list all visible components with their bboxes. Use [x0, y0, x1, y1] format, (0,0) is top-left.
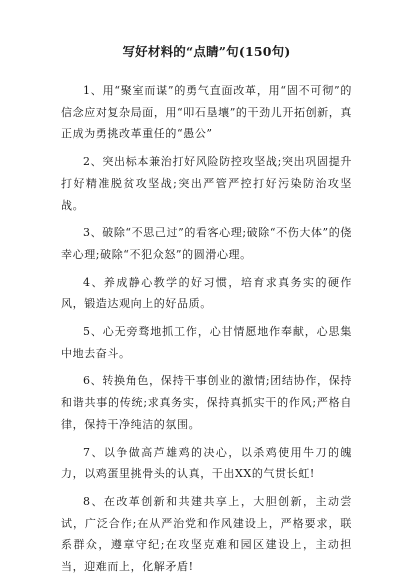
paragraph-2: 2、突出标本兼治打好风险防控攻坚战;突出巩固提升打好精准脱贫攻坚战;突出严管严控打好污染防治攻坚战。	[61, 155, 352, 212]
paragraph-1: 1、用“聚室而谋”的勇气直面改革，用“固不可彻”的信念应对复杂局面，用“叩石垦壤”的干劲儿开拓创新，真正成为勇挑改革重任的“愚公”	[61, 84, 352, 141]
document-body	[61, 80, 352, 578]
paragraph-8: 8、在改革创新和共建共享上，大胆创新，主动尝试，广泛合作;在从严治党和作风建设上，严格要求，联系群众，遵章守纪;在攻坚克难和园区建设上，主动担当，迎难而上，化解矛盾!	[61, 494, 352, 574]
paragraph-7: 7、以争做高芦雄鸡的决心，以杀鸡使用牛刀的魄力，以鸡蛋里挑骨头的认真，干出XX的气贯长虹!	[61, 445, 352, 481]
paragraph-4: 4、养成静心教学的好习惯，培育求真务实的硬作风，锻造达观向上的好品质。	[61, 275, 352, 311]
paragraph-3: 3、破除“不思己过”的看客心理;破除“不伤大体”的侥幸心理;破除“不犯众怒”的圆滑心理。	[61, 226, 352, 261]
paragraph-6: 6、转换角色，保持干事创业的激情;团结协作，保持和谐共事的传统;求真务实，保持真抓实干的作风;严格自律，保持干净纯洁的氛围。	[61, 374, 352, 431]
paragraph-5: 5、心无旁骛地抓工作，心甘情愿地作奉献，心思集中地去奋斗。	[61, 325, 352, 360]
document-title: 写好材料的“点睛”句(150句)	[122, 44, 291, 59]
